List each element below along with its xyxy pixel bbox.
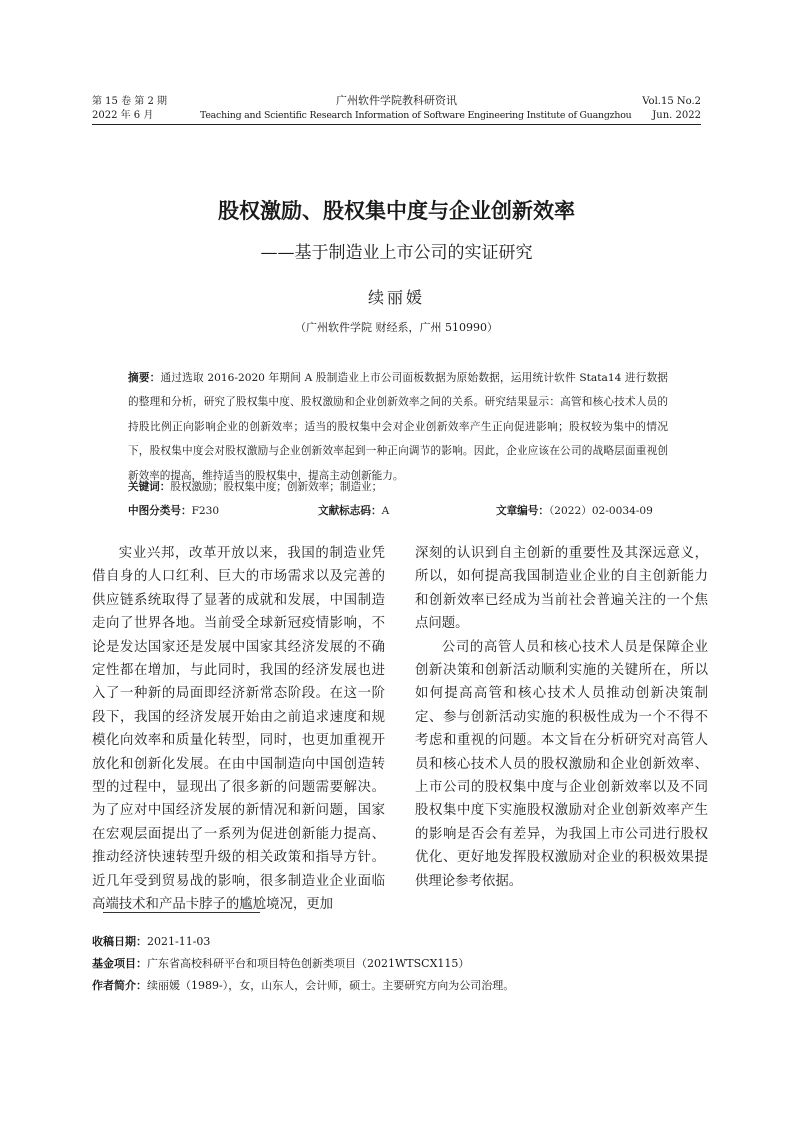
footnote-fund [92,955,469,973]
document-code [318,503,389,519]
header-vol-no: Vol.15 No.2 [642,96,701,107]
abstract-label: 摘要： [128,372,161,384]
received-value: 2021-11-03 [147,935,211,948]
footnote-received [92,933,210,951]
clc-number [128,503,219,519]
header-journal-cn: 广州软件学院教科研资讯 [336,94,457,107]
author-bio-label: 作者简介： [92,979,147,992]
header-journal-en: Teaching and Scientific Research Information of Software Engineering Institute of Guangzhou [200,110,632,121]
paper-title: 股权激励、股权集中度与企业创新效率 [218,198,575,223]
header-volume-issue: 第 15 卷 第 2 期 [92,96,167,107]
keywords [128,479,668,495]
abstract-text: 通过选取 2016-2020 年期间 A 股制造业上市公司面板数据为原始数据，运用统计软件 Stata14 进行数据的整理和分析，研究了股权集中度、股权激励和企业创新效率之间的关系。研究结果显示：高管和核心技术人员的持股比例正向影响企业的创新效率；适当的股权集中会对企业创新效率产生正向促进影响；股权较为集中的情况下，股权集中度会对股权激励与企业创新效率起到一种正向调节的影响。因此，企业应该在公司的战略层面重视创新效率的提高，维持适当的股权集中，提高主动创新能力。 [128,372,668,482]
author-bio-value: 续丽媛（1989-），女，山东人，会计师，硕士。主要研究方向为公司治理。 [147,979,515,992]
fund-value: 广东省高校科研平台和项目特色创新类项目（2021WTSCX115） [147,957,470,970]
clc-label: 中图分类号： [128,505,192,517]
body-paragraph: 实业兴邦，改革开放以来，我国的制造业凭借自身的人口红利、巨大的市场需求以及完善的供应链系统取得了显著的成就和发展，中国制造走向了世界各地。当前受全球新冠疫情影响，不论是发达国家还是发展中国家其经济发展的不确定性都在增加，与此同时，我国的经济发展也进入了一种新的局面即经济新常态阶段。在这一阶段下，我国的经济发展开始由之前追求速度和规模化向效率和质量化转型，同时，也更加重视开放化和创新化发展。在由中国制造向中国创造转型的过程中，显现出了很多新的问题需要解决。为了应对中国经济发展的新情况和新问题，国家在宏观层面提出了一系列为促进创新能力提高、推动经济快速转型升级的相关政策和指导方针。近几年受到贸易战的影响，很多制造业企业面临高端技术和产品卡脖子的尴尬境况，更加 [92,546,385,913]
received-label: 收稿日期： [92,935,147,948]
article-number [496,503,653,519]
author-name: 续丽媛 [367,288,425,307]
article-number-label: 文章编号： [496,505,549,517]
header-date: 2022 年 6 月 [92,110,154,121]
clc-value: F230 [191,505,220,517]
body-right-column [415,542,708,893]
document-code-label: 文献标志码： [318,505,382,517]
keywords-label: 关键词： [128,481,171,493]
header-month-year: Jun. 2022 [652,110,701,121]
article-number-value: （2022）02-0034-09 [548,505,653,517]
footnote-rule [103,912,260,913]
fund-label: 基金项目： [92,957,147,970]
paper-subtitle: ——基于制造业上市公司的实证研究 [260,243,533,263]
document-code-value: A [381,505,390,517]
keywords-text: 股权激励；股权集中度；创新效率；制造业； [170,481,383,493]
author-affiliation: （广州软件学院 财经系，广州 510990） [295,321,498,334]
footnote-author [92,977,514,995]
abstract [128,366,668,488]
body-paragraph: 深刻的认识到自主创新的重要性及其深远意义，所以，如何提高我国制造业企业的自主创新能力和创新效率已经成为当前社会普遍关注的一个焦点问题。 [415,546,708,632]
header-rule [92,124,701,125]
body-left-column [92,542,385,917]
body-paragraph: 公司的高管人员和核心技术人员是保障企业创新决策和创新活动顺利实施的关键所在，所以如何提高高管和核心技术人员推动创新决策制定、参与创新活动实施的积极性成为一个不得不考虑和重视的问题。本文旨在分析研究对高管人员和核心技术人员的股权激励和企业创新效率、上市公司的股权集中度与企业创新效率以及不同股权集中度下实施股权激励对企业创新效率产生的影响是否会有差异，为我国上市公司进行股权优化、更好地发挥股权激励对企业的积极效果提供理论参考依据。 [415,639,708,889]
